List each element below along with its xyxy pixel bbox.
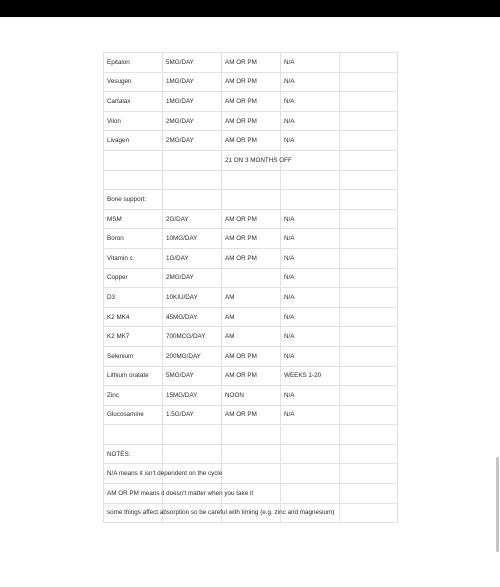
table-row [104, 209, 398, 229]
table-cell[interactable]: N/A means it isn't dependent on the cycle [104, 464, 163, 484]
table-row [104, 346, 398, 366]
table-row [104, 444, 398, 464]
table-cell[interactable] [340, 268, 398, 288]
table-cell[interactable]: K2 MK4 [104, 307, 163, 327]
table-cell[interactable]: 2MG/DAY [163, 111, 222, 131]
table-cell[interactable]: AM OR PM means it doesn't matter when you take it [104, 484, 163, 504]
table-cell[interactable] [281, 464, 340, 484]
table-cell[interactable]: Lithium oratate [104, 366, 163, 386]
table-row [104, 131, 398, 151]
table-cell[interactable]: N/A [281, 268, 340, 288]
table-cell[interactable]: N/A [281, 111, 340, 131]
table-cell[interactable] [340, 209, 398, 229]
table-cell[interactable]: AM OR PM [222, 72, 281, 92]
table-cell[interactable]: Epitalon [104, 53, 163, 73]
table-cell[interactable] [340, 444, 398, 464]
table-cell[interactable] [340, 484, 398, 504]
table-cell[interactable] [163, 444, 222, 464]
table-row [104, 150, 398, 170]
table-cell[interactable]: Zinc [104, 386, 163, 406]
table-cell[interactable]: D3 [104, 288, 163, 308]
table-cell[interactable]: 45MG/DAY [163, 307, 222, 327]
scrollbar[interactable] [496, 457, 499, 552]
table-cell[interactable]: AM [222, 327, 281, 347]
table-cell[interactable]: NOON [222, 386, 281, 406]
table-cell[interactable]: Cartalax [104, 92, 163, 112]
table-cell[interactable]: 700MCG/DAY [163, 327, 222, 347]
table-cell[interactable] [340, 72, 398, 92]
table-cell[interactable]: N/A [281, 307, 340, 327]
table-cell[interactable] [163, 170, 222, 190]
table-row [104, 366, 398, 386]
table-cell[interactable] [340, 386, 398, 406]
table-cell[interactable]: 1MG/DAY [163, 72, 222, 92]
table-cell[interactable] [281, 484, 340, 504]
table-cell[interactable]: AM OR PM [222, 92, 281, 112]
table-cell[interactable] [340, 288, 398, 308]
document-page [0, 17, 500, 587]
table-cell[interactable]: N/A [281, 248, 340, 268]
table-row [104, 229, 398, 249]
table-row [104, 327, 398, 347]
table-cell[interactable] [340, 464, 398, 484]
table-cell[interactable]: N/A [281, 229, 340, 249]
table-cell[interactable]: 200MG/DAY [163, 346, 222, 366]
table-cell[interactable] [104, 150, 163, 170]
table-row [104, 72, 398, 92]
table-cell[interactable]: N/A [281, 92, 340, 112]
table-cell[interactable] [281, 190, 340, 210]
table-cell[interactable] [222, 268, 281, 288]
table-cell[interactable]: N/A [281, 327, 340, 347]
table-row [104, 307, 398, 327]
table-row [104, 190, 398, 210]
table-cell[interactable] [163, 190, 222, 210]
table-cell[interactable]: Vitamin c [104, 248, 163, 268]
table-cell[interactable] [222, 190, 281, 210]
table-cell[interactable] [340, 190, 398, 210]
table-cell[interactable]: N/A [281, 53, 340, 73]
table-cell[interactable] [104, 425, 163, 445]
table-cell[interactable] [340, 150, 398, 170]
table-cell[interactable]: AM OR PM [222, 229, 281, 249]
table-cell[interactable]: Bone support: [104, 190, 163, 210]
table-row [104, 386, 398, 406]
table-cell[interactable]: AM OR PM [222, 248, 281, 268]
table-cell[interactable] [104, 170, 163, 190]
table-cell[interactable]: N/A [281, 131, 340, 151]
table-cell[interactable] [163, 425, 222, 445]
table-cell[interactable] [281, 170, 340, 190]
table-cell[interactable]: AM OR PM [222, 111, 281, 131]
table-row [104, 425, 398, 445]
table-cell[interactable]: N/A [281, 288, 340, 308]
table-cell[interactable]: 5MG/DAY [163, 366, 222, 386]
supplement-schedule-table [103, 52, 398, 523]
table-cell[interactable]: 2G/DAY [163, 209, 222, 229]
table-cell[interactable] [281, 425, 340, 445]
table-cell[interactable]: AM [222, 307, 281, 327]
table-cell[interactable] [222, 464, 281, 484]
table-cell[interactable]: Boron [104, 229, 163, 249]
table-cell[interactable]: 1G/DAY [163, 248, 222, 268]
table-cell[interactable] [222, 444, 281, 464]
table-cell[interactable]: AM OR PM [222, 346, 281, 366]
table-cell[interactable]: Vilon [104, 111, 163, 131]
table-cell[interactable]: some things affect absorption so be careful with timing (e.g. zinc and magnesium) [104, 503, 163, 523]
table-cell[interactable]: 1MG/DAY [163, 92, 222, 112]
table-cell[interactable] [340, 170, 398, 190]
table-cell[interactable]: 2MG/DAY [163, 268, 222, 288]
table-cell[interactable] [340, 248, 398, 268]
table-row [104, 503, 398, 523]
table-cell[interactable]: AM OR PM [222, 405, 281, 425]
table-cell[interactable]: Vesugen [104, 72, 163, 92]
table-row [104, 484, 398, 504]
table-cell[interactable] [222, 425, 281, 445]
table-cell[interactable]: K2 MK7 [104, 327, 163, 347]
table-row [104, 92, 398, 112]
table-cell[interactable]: 10KIU/DAY [163, 288, 222, 308]
table-cell[interactable]: 2MG/DAY [163, 131, 222, 151]
table-cell[interactable] [340, 53, 398, 73]
table-row [104, 405, 398, 425]
table-cell[interactable] [340, 111, 398, 131]
table-cell[interactable]: 15MG/DAY [163, 386, 222, 406]
table-cell[interactable]: N/A [281, 386, 340, 406]
table-cell[interactable]: N/A [281, 72, 340, 92]
table-cell[interactable] [340, 425, 398, 445]
table-cell[interactable] [281, 444, 340, 464]
table-cell[interactable] [163, 150, 222, 170]
table-cell[interactable]: 1.5G/DAY [163, 405, 222, 425]
table-cell[interactable] [340, 366, 398, 386]
table-cell[interactable] [222, 170, 281, 190]
table-row [104, 464, 398, 484]
table-row [104, 111, 398, 131]
table-cell[interactable]: 10MG/DAY [163, 229, 222, 249]
table-row [104, 268, 398, 288]
table-cell[interactable]: 5MG/DAY [163, 53, 222, 73]
table-row [104, 170, 398, 190]
table-cell[interactable] [340, 307, 398, 327]
table-cell[interactable]: Selenium [104, 346, 163, 366]
table-cell[interactable]: AM OR PM [222, 131, 281, 151]
table-cell[interactable]: N/A [281, 209, 340, 229]
table-cell[interactable] [340, 229, 398, 249]
table-cell[interactable] [340, 346, 398, 366]
table-cell[interactable]: NOTES: [104, 444, 163, 464]
table-cell[interactable]: WEEKS 1-20 [281, 366, 340, 386]
table-cell[interactable] [340, 503, 398, 523]
table-cell[interactable]: AM OR PM [222, 53, 281, 73]
table-cell[interactable]: N/A [281, 346, 340, 366]
table-cell[interactable]: AM OR PM [222, 209, 281, 229]
table-cell[interactable]: N/A [281, 405, 340, 425]
table-cell[interactable] [340, 131, 398, 151]
table-cell[interactable]: MSM [104, 209, 163, 229]
table-cell[interactable]: 21 ON 3 MONTHS OFF [222, 150, 281, 170]
table-cell[interactable] [340, 405, 398, 425]
table-cell[interactable]: Livagen [104, 131, 163, 151]
table-cell[interactable]: AM [222, 288, 281, 308]
table-cell[interactable] [340, 327, 398, 347]
table-cell[interactable]: AM OR PM [222, 366, 281, 386]
table-row [104, 53, 398, 73]
table-row [104, 288, 398, 308]
table-cell[interactable] [340, 92, 398, 112]
table-cell[interactable]: Copper [104, 268, 163, 288]
table-row [104, 248, 398, 268]
table-cell[interactable]: Glucosamine [104, 405, 163, 425]
